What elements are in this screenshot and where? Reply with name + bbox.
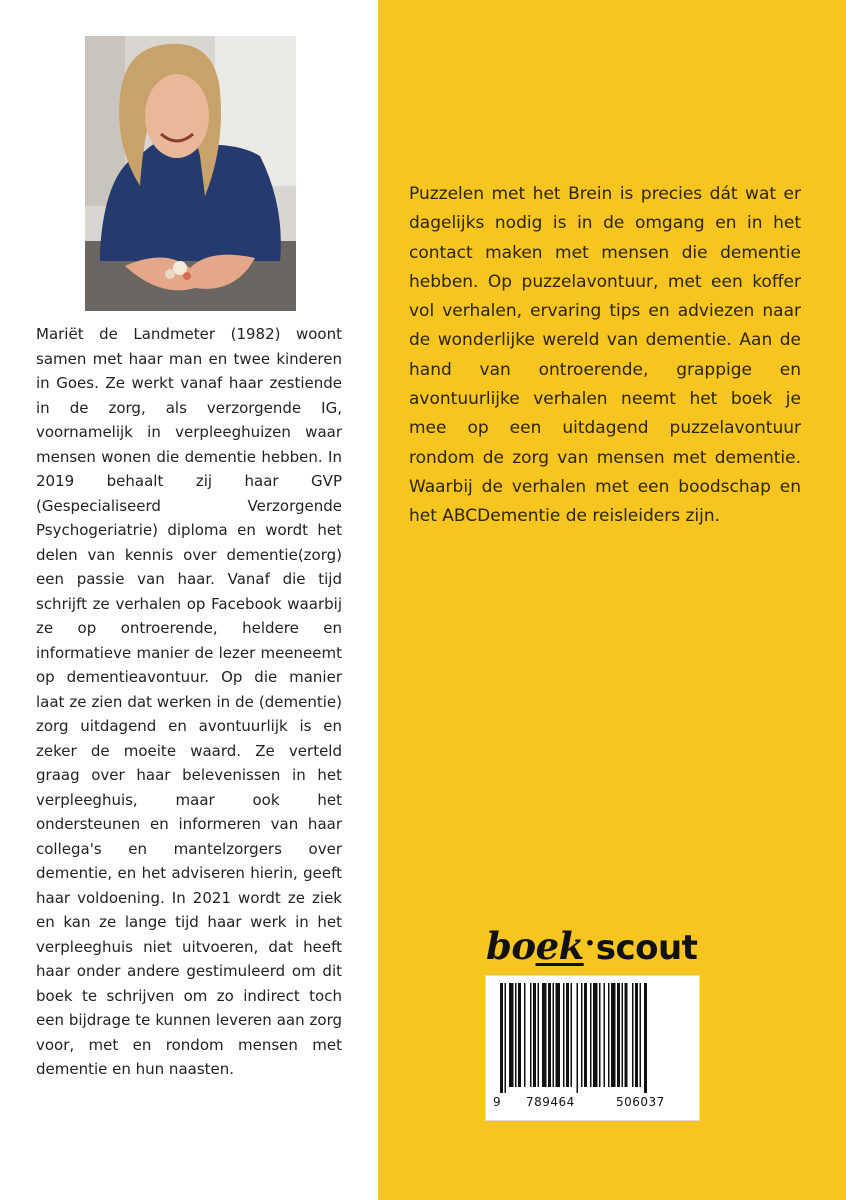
isbn-barcode — [485, 975, 700, 1121]
back-cover-left-panel — [0, 0, 378, 1200]
barcode-bar — [577, 983, 579, 1093]
barcode-bar — [563, 983, 565, 1087]
barcode-bar — [635, 983, 638, 1087]
publisher-logo-part-b: ek — [535, 924, 584, 968]
barcode-bar — [515, 983, 517, 1087]
barcode-bar — [604, 983, 606, 1087]
author-photo-image — [85, 36, 296, 311]
barcode-bar — [640, 983, 642, 1087]
barcode-bar — [608, 983, 610, 1087]
barcode-bar — [593, 983, 598, 1087]
barcode-bar — [533, 983, 536, 1087]
barcode-bar — [611, 983, 616, 1087]
barcode-bar — [581, 983, 583, 1087]
barcode-bar — [524, 983, 526, 1087]
barcode-bar — [644, 983, 647, 1093]
publisher-logo-dot: · — [584, 926, 595, 961]
publisher-logo — [486, 924, 701, 968]
barcode-bar — [542, 983, 547, 1087]
barcode-bar — [617, 983, 620, 1087]
barcode-bar — [553, 983, 555, 1087]
barcode-bar — [599, 983, 601, 1087]
publisher-logo-part-c: scout — [595, 928, 698, 968]
author-photo — [85, 36, 296, 311]
barcode-bar — [530, 983, 532, 1087]
publisher-logo-part-a: bo — [486, 924, 536, 968]
barcode-bar — [509, 983, 514, 1087]
barcode-bar — [548, 983, 551, 1087]
barcode-bar — [505, 983, 507, 1093]
barcode-first-digit: 9 — [493, 1095, 501, 1109]
barcode-bar — [500, 983, 503, 1093]
barcode-bar — [622, 983, 624, 1087]
author-biography: Mariët de Landmeter (1982) woont samen met haar man en twee kinderen in Goes. Ze werkt vanaf haar zestiende in de zorg, als verzorgende IG, voornamelijk in verpleeghuizen waar mensen wonen die dementie hebben. In 2019 behaalt zij haar GVP (Gespecialiseerd Verzorgende Psychogeriatrie) diploma en wordt het delen van kennis over dementie(zorg) een passie van haar. Vanaf die tijd schrijft ze verhalen op Facebook waarbij ze op ontroerende, heldere en informatieve manier de lezer meeneemt op dementieavontuur. Op die manier laat ze zien dat werken in de (dementie) zorg uitdagend en avontuurlijk is en zeker de moeite waard. Ze verteld graag over haar belevenissen in het verpleeghuis, maar ook het ondersteunen en informeren van haar collega's en mantelzorgers over dementie, en het adviseren hierin, geeft haar voldoening. In 2021 wordt ze ziek en kan ze lange tijd haar werk in het verpleeghuis niet uitvoeren, dat heeft haar onder andere gestimuleerd om dit boek te schrijven om zo indirect toch een bijdrage te kunnen leveren aan zorg voor, met en rondom mensen met dementie en hun naasten. — [36, 325, 342, 1078]
barcode-bars — [494, 983, 693, 1093]
barcode-last-digits: 506037 — [616, 1095, 665, 1109]
barcode-bar — [566, 983, 569, 1087]
barcode-bar — [625, 983, 628, 1087]
barcode-bar — [632, 983, 634, 1087]
barcode-bar — [584, 983, 587, 1087]
barcode-bar — [590, 983, 592, 1087]
book-blurb: Puzzelen met het Brein is precies dát wat er dagelijks nodig is in de omgang en in het contact maken met mensen die dementie hebben. Op puzzelavontuur, met een koffer vol verhalen, ervaring tips en adviezen naar de wonderlijke wereld van dementie. Aan de hand van ontroerende, grappige en avontuurlijke verhalen neemt het boek je mee op een uitdagend puzzelavontuur rondom de zorg van mensen met dementie. Waarbij de verhalen met een boodschap en het ABCDementie de reisleiders zijn. — [409, 184, 801, 527]
barcode-bar — [556, 983, 561, 1087]
barcode-bar — [538, 983, 540, 1087]
barcode-digits — [486, 1095, 701, 1115]
barcode-bar — [571, 983, 573, 1087]
barcode-middle-digits: 789464 — [526, 1095, 575, 1109]
barcode-bar — [518, 983, 521, 1087]
